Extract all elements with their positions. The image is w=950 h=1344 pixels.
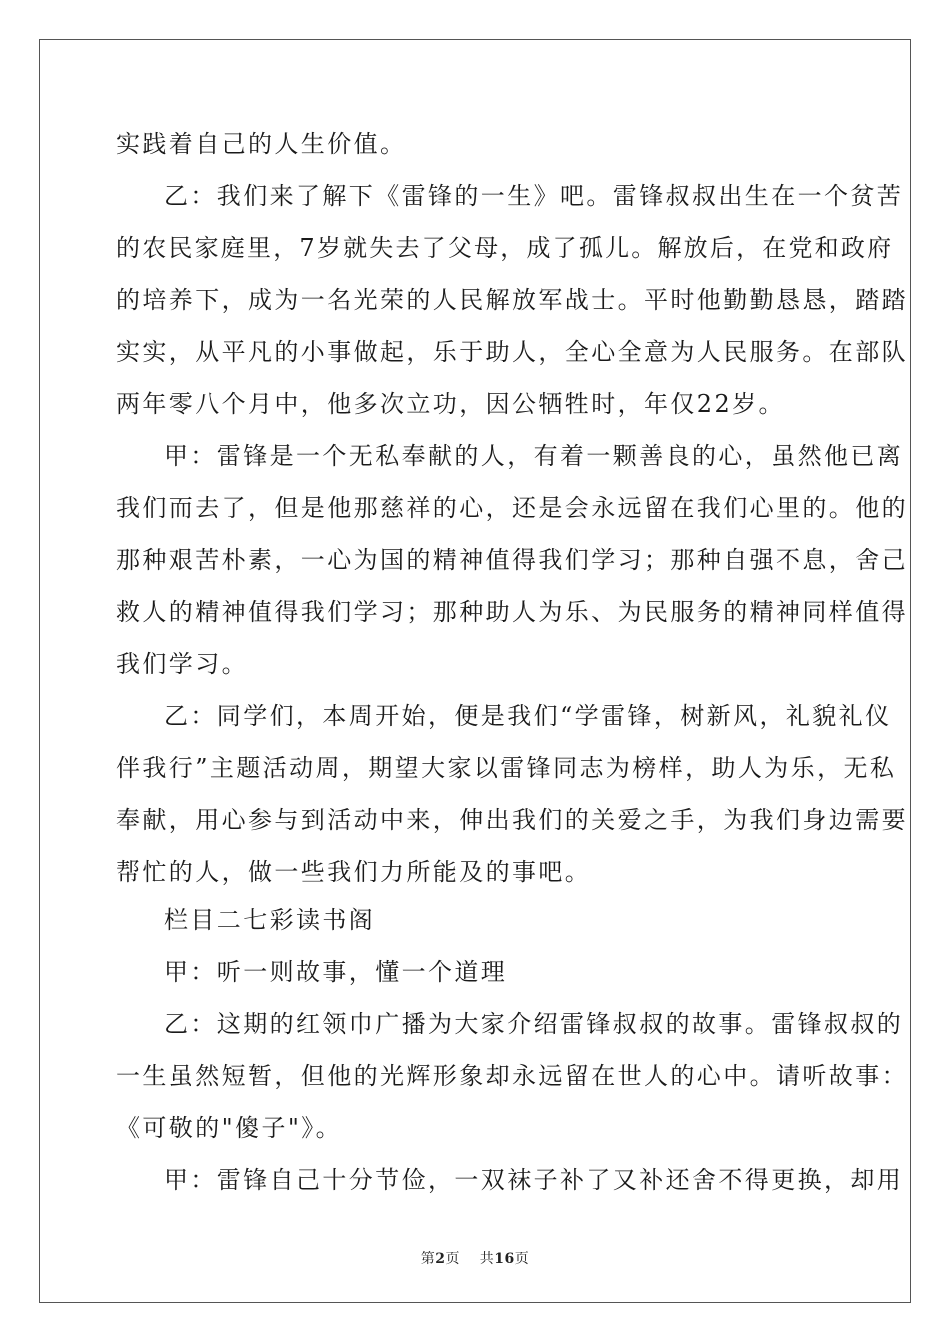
text-line: 的培养下，成为一名光荣的人民解放军战士。平时他勤勤恳恳，踏踏 [116, 286, 908, 314]
paragraph-start: 甲：雷锋自己十分节俭，一双袜子补了又补还舍不得更换，却用 [164, 1166, 904, 1194]
page-footer [0, 1248, 950, 1268]
section-heading: 栏目二七彩读书阁 [164, 906, 376, 934]
page-prefix: 第 [420, 1251, 436, 1267]
text-line: 实实，从平凡的小事做起，乐于助人，全心全意为人民服务。在部队 [116, 338, 908, 366]
paragraph-start: 甲：听一则故事，懂一个道理 [164, 958, 508, 986]
text-line: 一生虽然短暂，但他的光辉形象却永远留在世人的心中。请听故事： [116, 1062, 908, 1090]
total-prefix: 共 [479, 1251, 495, 1267]
paragraph-start: 乙：同学们，本周开始，便是我们“学雷锋，树新风，礼貌礼仪 [164, 702, 892, 730]
page-suffix: 页 [445, 1251, 460, 1267]
text-line: 伴我行”主题活动周，期望大家以雷锋同志为榜样，助人为乐，无私 [116, 754, 897, 782]
page-number: 2 [435, 1251, 446, 1267]
text-line: 帮忙的人，做一些我们力所能及的事吧。 [116, 858, 592, 886]
text-line: 那种艰苦朴素，一心为国的精神值得我们学习；那种自强不息，舍己 [116, 546, 908, 574]
text-line: 我们而去了，但是他那慈祥的心，还是会永远留在我们心里的。他的 [116, 494, 908, 522]
text-line: 我们学习。 [116, 650, 248, 678]
text-line: 的农民家庭里，7岁就失去了父母，成了孤儿。解放后，在党和政府 [116, 234, 894, 262]
total-suffix: 页 [514, 1251, 530, 1267]
text-line: 救人的精神值得我们学习；那种助人为乐、为民服务的精神同样值得 [116, 598, 908, 626]
paragraph-start: 乙：我们来了解下《雷锋的一生》吧。雷锋叔叔出生在一个贫苦 [164, 182, 904, 210]
text-line: 奉献，用心参与到活动中来，伸出我们的关爱之手，为我们身边需要 [116, 806, 908, 834]
total-pages: 16 [494, 1251, 515, 1267]
paragraph-start: 乙：这期的红领巾广播为大家介绍雷锋叔叔的故事。雷锋叔叔的 [164, 1010, 904, 1038]
text-line: 《可敬的"傻子"》。 [116, 1114, 343, 1142]
text-line: 两年零八个月中，他多次立功，因公牺牲时，年仅22岁。 [116, 390, 785, 418]
text-line: 实践着自己的人生价值。 [116, 130, 407, 158]
paragraph-start: 甲：雷锋是一个无私奉献的人，有着一颗善良的心，虽然他已离 [164, 442, 904, 470]
